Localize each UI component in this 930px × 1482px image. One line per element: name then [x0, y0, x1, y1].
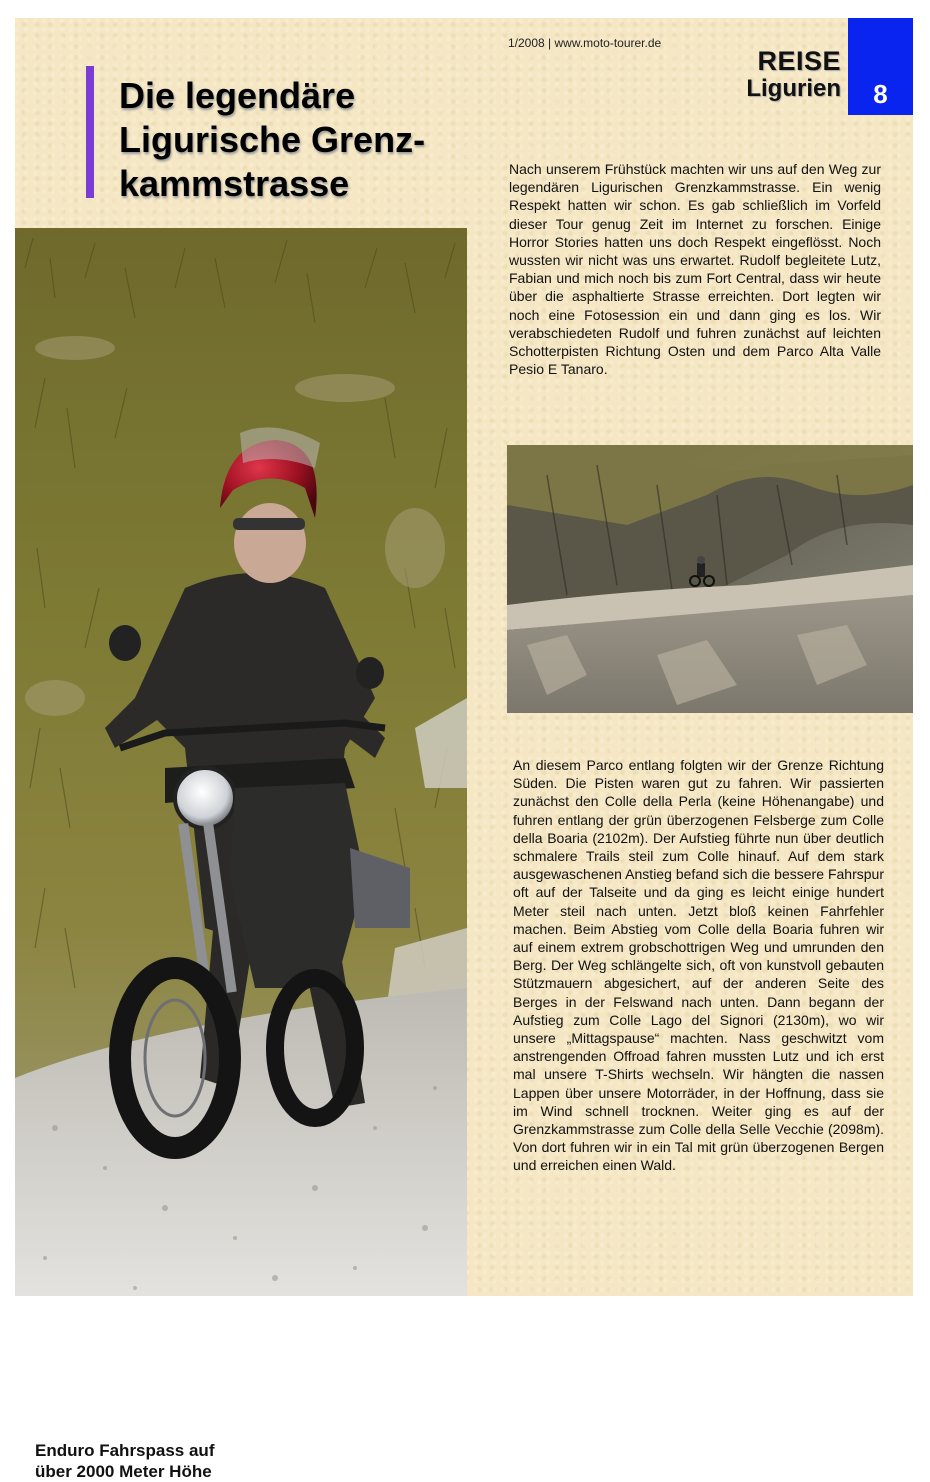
page-number-box	[848, 18, 913, 115]
cliff-trail-photo	[507, 445, 913, 713]
article-paragraph-2: An diesem Parco entlang folgten wir der Grenze Richtung Süden. Die Pisten waren gut zu fahren. Wir passierten zunächst den Colle della Perla (keine Höhenangabe) und fuhren entlang der grün überzogenen Felsberge zum Colle della Boaria (2102m). Der Aufstieg führte nun über deutlich schmalere Trails steil zum Colle hinauf. Auf dem stark ausgewaschenen Anstieg befand sich die bessere Fahrspur oft auf der Talseite und da ging es leicht einige hundert Meter steil nach unten. Jetzt bloß keinen Fahrfehler machen. Beim Abstieg vom Colle della Boaria fuhren wir auf einem extrem grobschottrigen Weg und umrunden den Berg. Der Weg schlängelte sich, oft von kunstvoll gebauten Stützmauern abgesichert, auf der anderen Seite des Berges in der Felswand nach unten. Dann begann der Aufstieg zum Colle Lago del Signori (2130m), wo wir unsere „Mittagspause“ machten. Nass geschwitzt vom anstrengenden Offroad fahren mussten Lutz und ich erst mal unsere T-Shirts wechseln. Wir hängten die nassen Lappen über unsere Motorräder, in der Hoffnung, dass sie im Wind schnell trocknen. Weiter ging es auf der Grenzkammstrasse zum Colle della Selle Vecchie (2098m). Von dort fuhren wir in ein Tal mit grün überzogenen Bergen und erreichen einen Wald.	[513, 757, 884, 1174]
section-title: REISE	[757, 46, 841, 76]
section-subtitle: Ligurien	[746, 75, 841, 102]
article-title: Die legendäre Ligurische Grenz- kammstrasse	[119, 75, 426, 204]
title-accent-bar	[86, 66, 94, 198]
article-paragraph-1: Nach unserem Frühstück machten wir uns auf den Weg zur legendären Ligurischen Grenzkammstrasse. Ein wenig Respekt hatten wir schon. Es gab schließlich im Vorfeld dieser Tour genug Zeit im Internet zu forschen. Einige Horror Stories hatten uns doch Respekt eingeflösst. Noch wussten wir nicht was uns erwartet. Rudolf begleitete Lutz, Fabian und mich noch bis zum Fort Central, dass wir heute über die asphaltierte Strasse erreichten. Dort legten wir noch eine Fotosession ein und dann ging es los. Wir verabschiedeten Rudolf und fuhren zunächst auf leichten Schotterpisten Richtung Osten und dem Parco Alta Valle Pesio E Tanaro.	[509, 161, 881, 378]
issue-line: 1/2008 | www.moto-tourer.de	[508, 36, 662, 50]
photo-caption: Enduro Fahrspass auf über 2000 Meter Höhe	[35, 1441, 215, 1481]
section-label	[746, 46, 841, 103]
main-photo-motorcyclist	[15, 228, 467, 1481]
magazine-page	[15, 18, 913, 1481]
page-number: 8	[873, 79, 888, 109]
